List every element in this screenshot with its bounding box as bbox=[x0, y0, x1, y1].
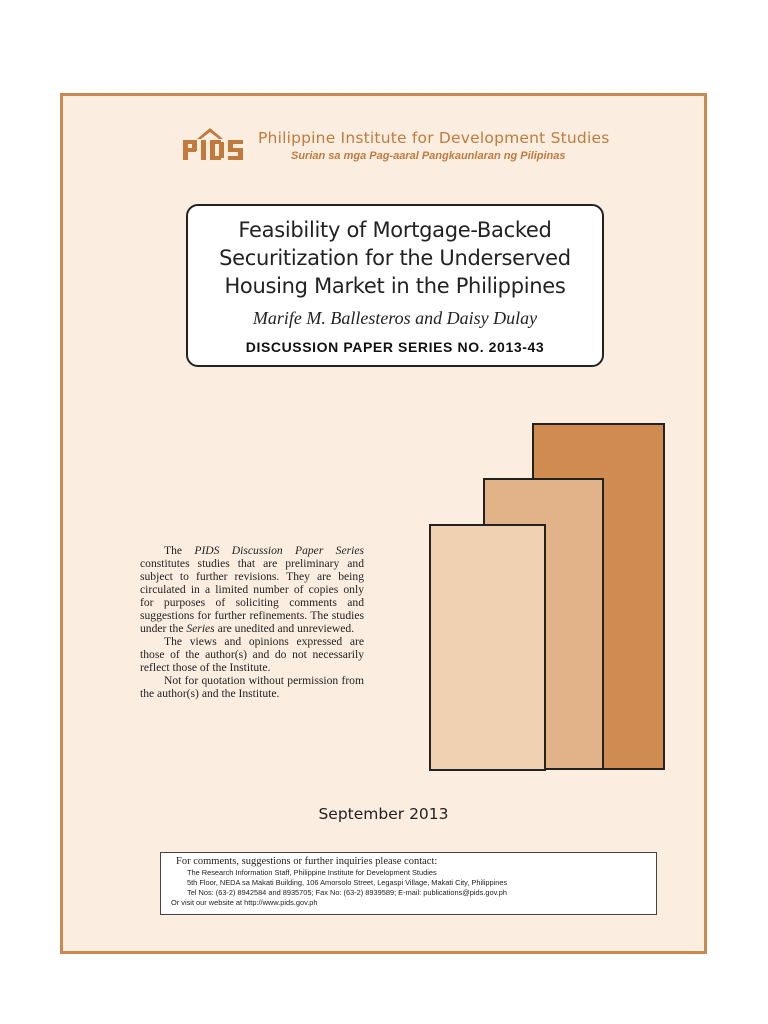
title-line: Housing Market in the Philippines bbox=[224, 274, 566, 298]
series-number: DISCUSSION PAPER SERIES NO. 2013-43 bbox=[245, 339, 545, 355]
title-line: Feasibility of Mortgage-Backed bbox=[238, 218, 552, 242]
contact-address: 5th Floor, NEDA sa Makati Building, 106 Amorsolo Street, Legaspi Village, Makati City, Philippines bbox=[187, 878, 508, 887]
publication-date: September 2013 bbox=[318, 805, 449, 823]
disclaimer-paragraph bbox=[140, 544, 364, 635]
institute-header bbox=[183, 126, 643, 166]
logo-text: PIDS bbox=[183, 128, 186, 129]
institute-subtitle: Surian sa mga Pag-aaral Pangkaunlaran ng Pilipinas bbox=[291, 150, 566, 162]
contact-line: The Research Information Staff, Philippine Institute for Development Studies bbox=[187, 868, 437, 877]
institute-name: Philippine Institute for Development Studies bbox=[258, 129, 610, 147]
disclaimer-text-run: The bbox=[164, 544, 195, 557]
series-word: Series bbox=[186, 622, 215, 635]
contact-box bbox=[160, 852, 657, 915]
disclaimer-text bbox=[140, 544, 364, 700]
title-line: Securitization for the Underserved bbox=[219, 246, 571, 270]
title-box bbox=[186, 204, 604, 367]
pids-logo bbox=[183, 128, 245, 162]
paper-authors: Marife M. Ballesteros and Daisy Dulay bbox=[252, 308, 538, 328]
disclaimer-text-run: constitutes studies that are preliminary and subject to further revisions. They are being circulated in a limited number of copies only for purposes of soliciting comments and suggestions for further refinements. The studies under the bbox=[140, 557, 364, 635]
disclaimer-text-run: are unedited and unreviewed. bbox=[214, 622, 355, 635]
contact-heading: For comments, suggestions or further inquiries please contact: bbox=[176, 856, 438, 867]
cover-page bbox=[60, 93, 707, 954]
paper-title bbox=[198, 216, 592, 300]
disclaimer-paragraph: Not for quotation without permission from the author(s) and the Institute. bbox=[140, 674, 364, 700]
contact-phone-email: Tel Nos: (63-2) 8942584 and 8935705; Fax No: (63-2) 8939589; E-mail: publications@pids.gov.ph bbox=[187, 888, 508, 897]
contact-website[interactable]: Or visit our website at http://www.pids.gov.ph bbox=[171, 898, 318, 907]
series-name: PIDS Discussion Paper Series bbox=[194, 544, 364, 557]
decorative-bar-light bbox=[429, 524, 546, 771]
disclaimer-paragraph: The views and opinions expressed are those of the author(s) and do not necessarily reflect those of the Institute. bbox=[140, 635, 364, 674]
